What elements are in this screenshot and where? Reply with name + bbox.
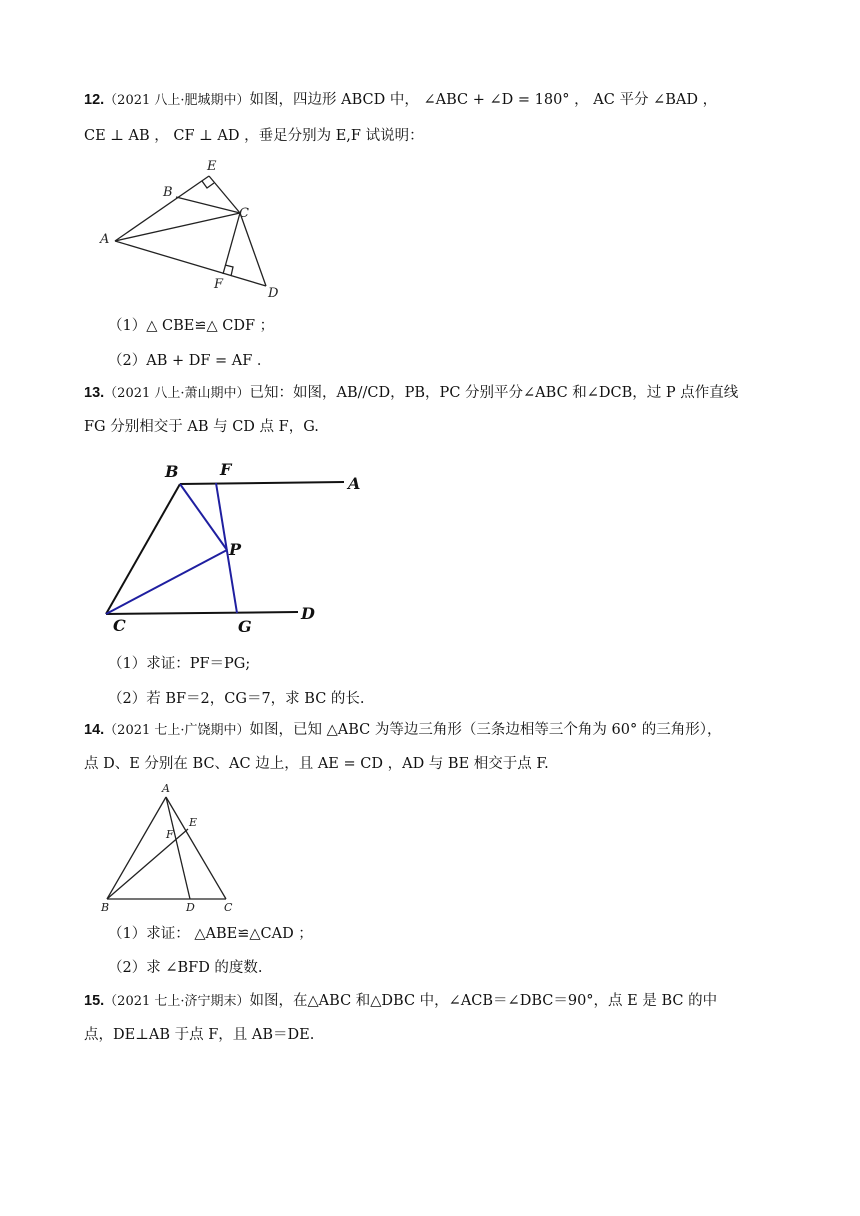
q14-label-B: B xyxy=(101,901,110,914)
q13-source: （2021 八上·萧山期中） xyxy=(104,386,250,401)
q15-line1 xyxy=(84,991,717,1012)
q14-label-C: C xyxy=(224,901,233,914)
q13-label-F: F xyxy=(220,460,232,479)
q13-label-G: G xyxy=(238,617,252,636)
q14-source: （2021 七上·广饶期中） xyxy=(104,723,250,738)
q13-label-P: P xyxy=(229,540,242,559)
q14-part1: （1）求证： △ABE≌△CAD ； xyxy=(108,926,313,942)
q12-part1: （1）△ CBE≌△ CDF ； xyxy=(108,318,275,334)
q12-text-2: CE ⊥ AB ， CF ⊥ AD ，垂足分别为 E,F 试说明： xyxy=(84,128,424,144)
q14-label-E: E xyxy=(189,816,198,829)
q12-label-D: D xyxy=(268,286,279,301)
q12-label-F: F xyxy=(214,277,224,292)
q13-label-D: D xyxy=(301,604,315,623)
q13-text-2: FG 分别相交于 AB 与 CD 点 F，G. xyxy=(84,419,319,435)
q12-label-C: C xyxy=(239,206,249,221)
q12-label-E: E xyxy=(207,159,217,174)
q15-source: （2021 七上·济宁期末） xyxy=(104,994,250,1009)
q14-seg-AD xyxy=(166,797,190,899)
q13-label-C: C xyxy=(113,616,126,635)
q15-text-2: 点，DE⊥AB 于点 F，且 AB＝DE. xyxy=(84,1027,315,1043)
q14-seg-BE xyxy=(107,829,188,899)
q13-part2: （2）若 BF＝2，CG＝7，求 BC 的长. xyxy=(108,691,365,707)
q15-text-1: 如图，在△ABC 和△DBC 中，∠ACB＝∠DBC＝90°，点 E 是 BC 的中 xyxy=(249,993,718,1009)
q14-label-A: A xyxy=(162,782,170,795)
q12-part2: （2）AB + DF = AF ． xyxy=(108,353,272,369)
q14-seg-AB xyxy=(107,797,166,899)
q13-part1: （1）求证：PF＝PG; xyxy=(108,656,251,672)
q13-label-B: B xyxy=(165,462,179,481)
q12-text-1: 如图，四边形 ABCD 中， ∠ABC + ∠D = 180° ， AC 平分 ∠BAD ， xyxy=(249,92,718,108)
q13-number: 13. xyxy=(84,385,105,401)
q14-label-F: F xyxy=(166,828,174,841)
q14-number: 14. xyxy=(84,722,105,738)
q14-text-2: 点 D、E 分别在 BC、AC 边上，且 AE = CD ，AD 与 BE 相交于点 F. xyxy=(84,756,549,772)
q12-source: （2021 八上·肥城期中） xyxy=(104,93,250,108)
q12-label-A: A xyxy=(100,232,110,247)
q14-label-D: D xyxy=(186,901,195,914)
q13-text-1: 已知：如图，AB//CD，PB，PC 分别平分∠ABC 和∠DCB，过 P 点作直线 xyxy=(249,385,739,401)
q14-part2: （2）求 ∠BFD 的度数. xyxy=(108,960,263,976)
q15-number: 15. xyxy=(84,993,105,1009)
q12-label-B: B xyxy=(163,185,173,200)
q13-label-A: A xyxy=(348,474,361,493)
q14-text-1: 如图，已知 △ABC 为等边三角形（三条边相等三个角为 60° 的三角形）， xyxy=(249,722,722,738)
q14-seg-AC xyxy=(166,797,226,899)
q12-number: 12. xyxy=(84,92,105,108)
